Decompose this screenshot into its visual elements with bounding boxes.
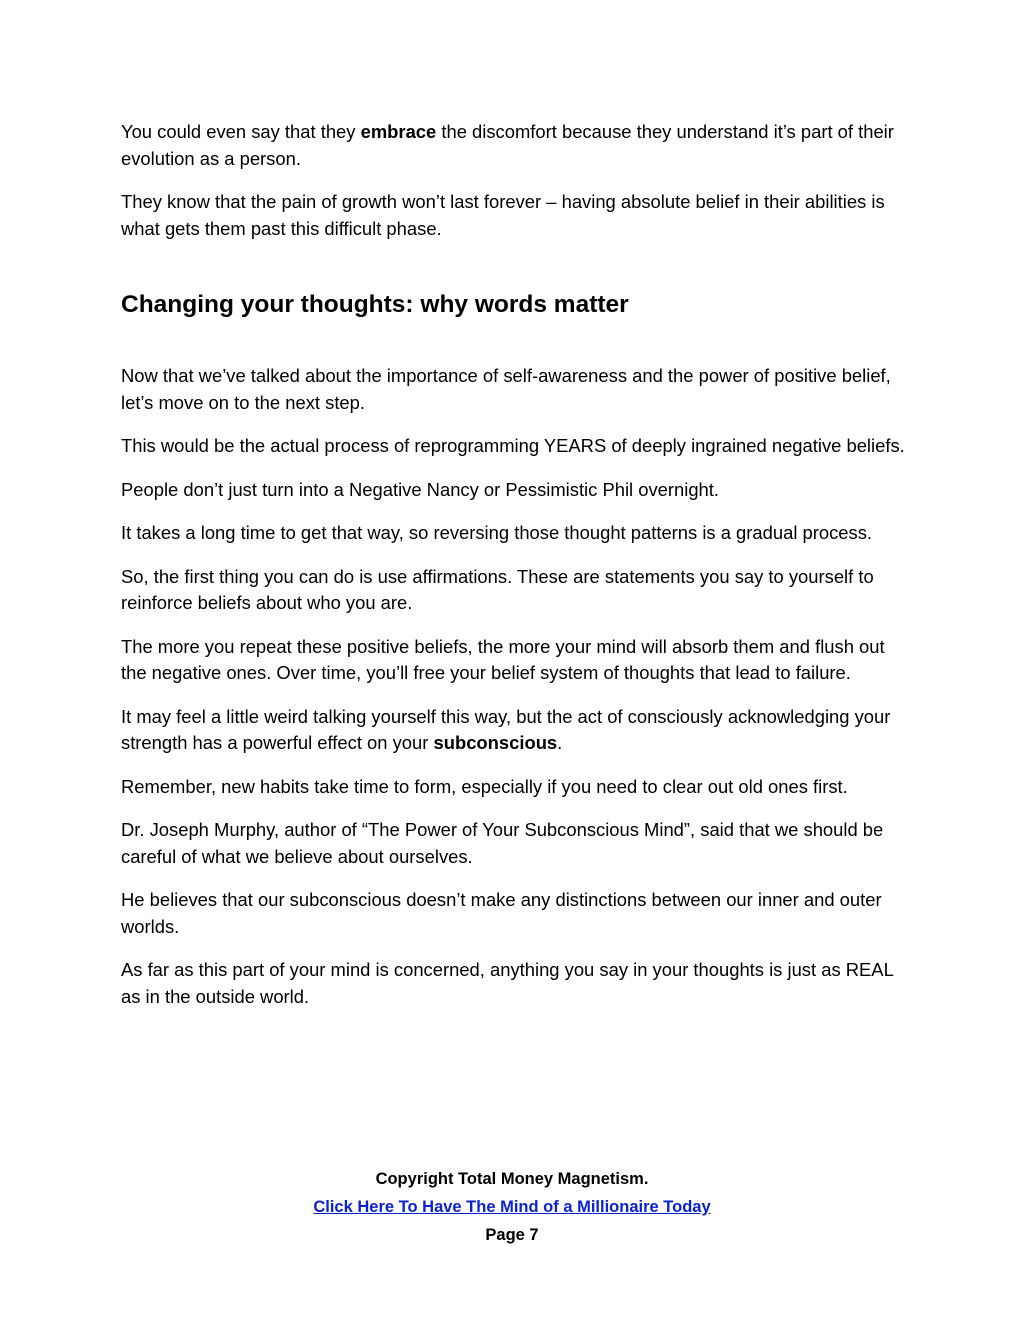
paragraph-subconscious bbox=[121, 704, 911, 757]
paragraph: It takes a long time to get that way, so reversing those thought patterns is a gradual process. bbox=[121, 522, 873, 543]
page-number: Page 7 bbox=[485, 1226, 539, 1244]
paragraph: This would be the actual process of reprogramming YEARS of deeply ingrained negative beliefs. bbox=[121, 435, 905, 456]
paragraph: As far as this part of your mind is concerned, anything you say in your thoughts is just as REAL as in the outside world. bbox=[121, 959, 894, 1007]
paragraph: So, the first thing you can do is use affirmations. These are statements you say to yourself to reinforce beliefs about who you are. bbox=[121, 565, 874, 613]
paragraph: The more you repeat these positive beliefs, the more your mind will absorb them and flush out the negative ones. Over time, you’ll free your belief system of thoughts that lead to failure. bbox=[121, 635, 885, 683]
paragraph-embrace bbox=[121, 119, 911, 172]
paragraph: Now that we’ve talked about the importance of self-awareness and the power of positive belief, let’s move on to the next step. bbox=[121, 365, 891, 413]
page-footer bbox=[0, 1165, 1024, 1249]
paragraph: He believes that our subconscious doesn’t make any distinctions between our inner and outer worlds. bbox=[121, 889, 882, 937]
document-body bbox=[121, 119, 911, 1027]
paragraph: They know that the pain of growth won’t last forever – having absolute belief in their abilities is what gets them past this difficult phase. bbox=[121, 191, 885, 239]
paragraph-text: . bbox=[557, 732, 563, 753]
paragraph-text: You could even say that they bbox=[121, 121, 361, 142]
paragraph: Dr. Joseph Murphy, author of “The Power of Your Subconscious Mind”, said that we should be careful of what we believe about ourselves. bbox=[121, 819, 884, 867]
bold-word-subconscious: subconscious bbox=[433, 732, 558, 753]
section-heading: Changing your thoughts: why words matter bbox=[121, 291, 629, 318]
paragraph: Remember, new habits take time to form, especially if you need to clear out old ones first. bbox=[121, 775, 848, 797]
paragraph-text: the discomfort because they understand it’s part of their evolution as a person. bbox=[121, 121, 894, 169]
copyright-text: Copyright Total Money Magnetism. bbox=[375, 1170, 649, 1188]
bold-word-embrace: embrace bbox=[360, 121, 437, 142]
paragraph-text: It may feel a little weird talking yourself this way, but the act of consciously acknowledging your strength has a powerful effect on your bbox=[121, 705, 891, 753]
paragraph: People don’t just turn into a Negative Nancy or Pessimistic Phil overnight. bbox=[121, 478, 719, 500]
millionaire-link[interactable]: Click Here To Have The Mind of a Millionaire Today bbox=[313, 1198, 711, 1216]
